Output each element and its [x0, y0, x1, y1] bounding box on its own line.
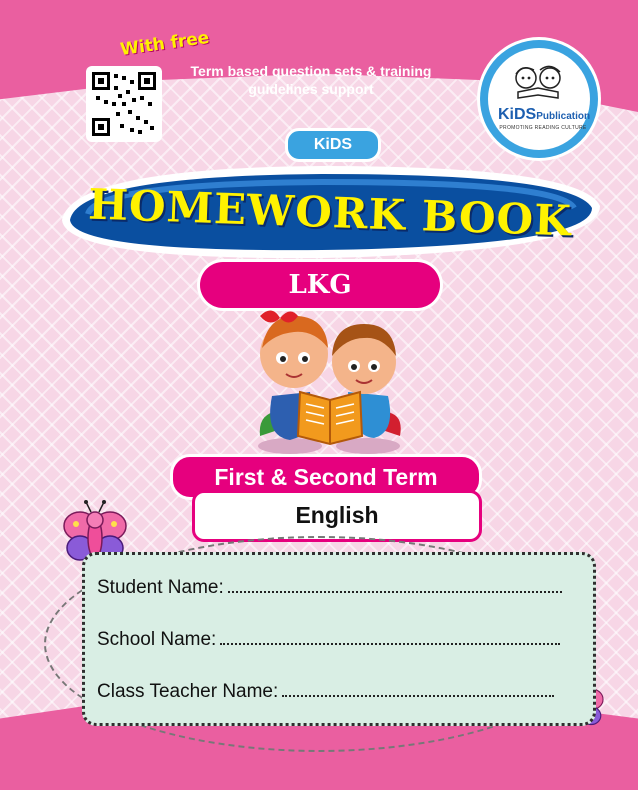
term-pill: First & Second Term: [170, 454, 482, 500]
series-pill: KiDS: [285, 128, 381, 162]
grade-pill: LKG: [200, 262, 440, 308]
publisher-logo: [480, 40, 598, 158]
school-name-line[interactable]: [220, 633, 560, 645]
student-name-label: Student Name:: [97, 577, 224, 598]
logo-kids: KiDS: [498, 106, 537, 123]
class-teacher-name-field[interactable]: [97, 681, 554, 703]
student-name-line[interactable]: [228, 581, 562, 593]
with-free-badge: With free: [119, 27, 211, 61]
book-title: HOMEWORK BOOK: [87, 179, 573, 246]
school-name-field[interactable]: [97, 629, 560, 651]
subject-box: English: [192, 490, 482, 542]
name-form: [82, 552, 596, 726]
reading-kids-logo-icon: [488, 48, 590, 108]
promo-text: Term based question sets & training guidelines support: [190, 63, 432, 97]
logo-publication: Publication: [536, 111, 591, 122]
qr-code-icon: [86, 66, 162, 142]
school-name-label: School Name:: [97, 629, 217, 650]
children-reading-illustration: [250, 296, 410, 456]
class-teacher-name-line[interactable]: [282, 685, 554, 697]
student-name-field[interactable]: [97, 577, 562, 599]
class-teacher-name-label: Class Teacher Name:: [97, 681, 279, 702]
logo-tagline: PROMOTING READING CULTURE: [499, 125, 587, 131]
